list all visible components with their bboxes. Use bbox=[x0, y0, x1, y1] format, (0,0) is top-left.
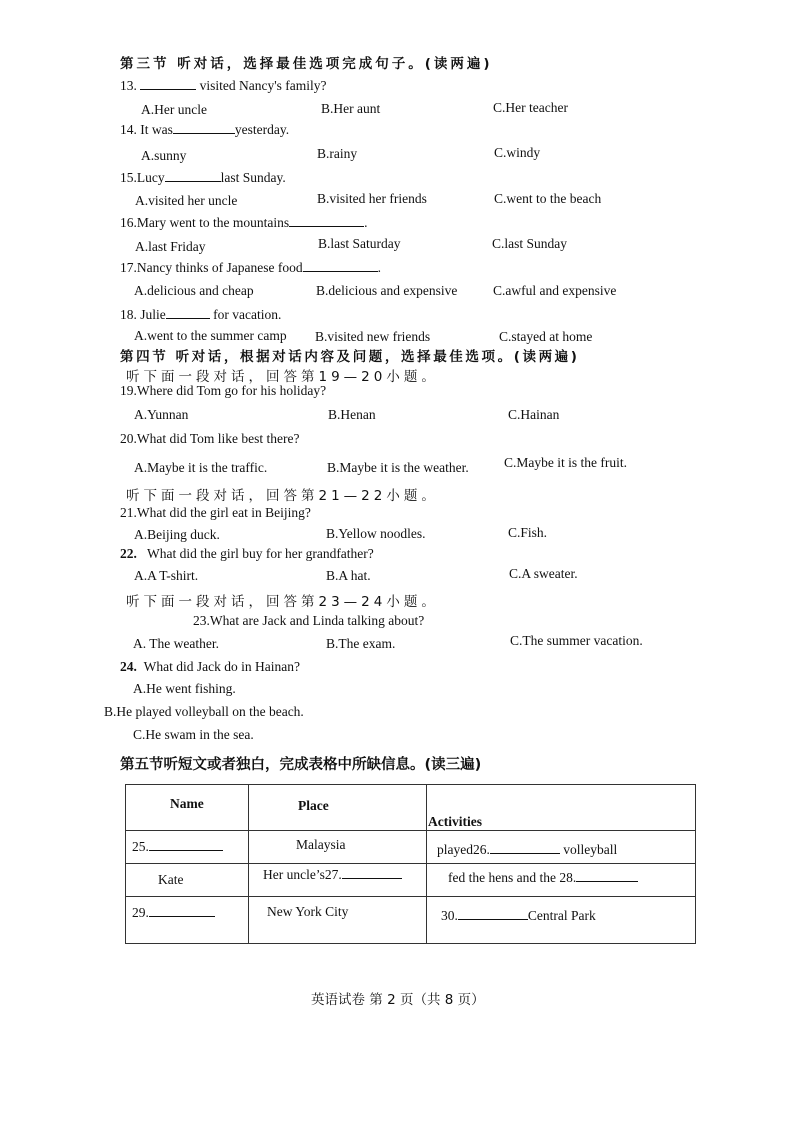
activity-cell: played26. volleyball bbox=[437, 842, 618, 857]
question-18: 18. Julie for vacation. bbox=[120, 307, 282, 322]
question-23: 23.What are Jack and Linda talking about? bbox=[193, 613, 425, 628]
answer-blank[interactable] bbox=[173, 122, 235, 134]
option-18-c: C.stayed at home bbox=[499, 329, 593, 344]
name-cell: 29. bbox=[132, 905, 215, 921]
option-20-a: A.Maybe it is the traffic. bbox=[134, 460, 268, 475]
option-17-b: B.delicious and expensive bbox=[316, 283, 458, 298]
group-intro: 听下面一段对话，回答第23—24小题。 bbox=[126, 594, 439, 610]
group-intro: 听下面一段对话，回答第19—20小题。 bbox=[126, 369, 439, 385]
option-24-c: C.He swam in the sea. bbox=[133, 727, 254, 742]
option-18-b: B.visited new friends bbox=[315, 329, 431, 344]
answer-blank[interactable] bbox=[490, 842, 560, 854]
option-21-a: A.Beijing duck. bbox=[134, 527, 220, 542]
answer-blank[interactable] bbox=[289, 215, 364, 227]
option-19-c: C.Hainan bbox=[508, 407, 560, 422]
place-cell: Malaysia bbox=[296, 837, 346, 852]
answer-blank[interactable] bbox=[149, 905, 215, 917]
option-13-a: A.Her uncle bbox=[141, 102, 207, 117]
answer-blank[interactable] bbox=[576, 870, 638, 882]
option-15-a: A.visited her uncle bbox=[135, 193, 238, 208]
answer-blank[interactable] bbox=[165, 170, 221, 182]
header-name: Name bbox=[170, 796, 204, 811]
option-23-a: A. The weather. bbox=[133, 636, 219, 651]
option-13-b: B.Her aunt bbox=[321, 101, 381, 116]
question-13: 13. visited Nancy's family? bbox=[120, 78, 327, 93]
activity-cell: fed the hens and the 28. bbox=[448, 870, 638, 886]
option-14-c: C.windy bbox=[494, 145, 541, 160]
question-17: 17.Nancy thinks of Japanese food . bbox=[120, 260, 381, 275]
option-18-a: A.went to the summer camp bbox=[134, 328, 287, 343]
page-footer: 英语试卷 第 2 页（共 8 页） bbox=[311, 992, 485, 1008]
table-row bbox=[126, 831, 696, 864]
option-22-c: C.A sweater. bbox=[509, 566, 578, 581]
section3-title: 第三节 听对话，选择最佳选项完成句子。(读两遍) bbox=[120, 56, 493, 72]
header-activities: Activities bbox=[428, 814, 482, 829]
question-24: 24. What did Jack do in Hainan? bbox=[120, 659, 300, 674]
option-15-c: C.went to the beach bbox=[494, 191, 602, 206]
answer-blank[interactable] bbox=[342, 867, 402, 879]
option-20-b: B.Maybe it is the weather. bbox=[327, 460, 469, 475]
question-20: 20.What did Tom like best there? bbox=[120, 431, 300, 446]
option-13-c: C.Her teacher bbox=[493, 100, 568, 115]
info-table bbox=[125, 784, 696, 944]
place-cell: New York City bbox=[267, 904, 349, 919]
option-23-b: B.The exam. bbox=[326, 636, 396, 651]
answer-blank[interactable] bbox=[140, 78, 196, 90]
question-16: 16.Mary went to the mountains . bbox=[120, 215, 368, 230]
option-22-b: B.A hat. bbox=[326, 568, 371, 583]
group-intro: 听下面一段对话，回答第21—22小题。 bbox=[126, 488, 439, 504]
option-20-c: C.Maybe it is the fruit. bbox=[504, 455, 627, 470]
name-cell: 25. bbox=[132, 839, 223, 855]
section4-title: 第四节 听对话，根据对话内容及问题，选择最佳选项。(读两遍) bbox=[120, 349, 580, 365]
section5-title: 第五节听短文或者独白，完成表格中所缺信息。(读三遍) bbox=[120, 757, 482, 773]
table-row bbox=[126, 864, 696, 897]
question-22: 22. What did the girl buy for her grandfather? bbox=[120, 546, 374, 561]
answer-blank[interactable] bbox=[303, 260, 378, 272]
option-14-a: A.sunny bbox=[141, 148, 187, 163]
option-17-a: A.delicious and cheap bbox=[134, 283, 254, 298]
activity-cell: 30. Central Park bbox=[441, 908, 596, 923]
question-15: 15.Lucy last Sunday. bbox=[120, 170, 286, 185]
name-cell: Kate bbox=[158, 872, 184, 887]
option-16-c: C.last Sunday bbox=[492, 236, 568, 251]
option-24-b: B.He played volleyball on the beach. bbox=[104, 704, 304, 719]
option-22-a: A.A T-shirt. bbox=[134, 568, 199, 583]
option-19-b: B.Henan bbox=[328, 407, 376, 422]
table-row bbox=[126, 897, 696, 944]
answer-blank[interactable] bbox=[149, 839, 223, 851]
answer-blank[interactable] bbox=[166, 307, 210, 319]
question-19: 19.Where did Tom go for his holiday? bbox=[120, 383, 327, 398]
table-header-row bbox=[126, 785, 696, 831]
option-17-c: C.awful and expensive bbox=[493, 283, 617, 298]
option-15-b: B.visited her friends bbox=[317, 191, 427, 206]
question-14: 14. It was yesterday. bbox=[120, 122, 290, 137]
question-21: 21.What did the girl eat in Beijing? bbox=[120, 505, 311, 520]
option-24-a: A.He went fishing. bbox=[133, 681, 236, 696]
option-16-a: A.last Friday bbox=[135, 239, 206, 254]
option-23-c: C.The summer vacation. bbox=[510, 633, 643, 648]
option-16-b: B.last Saturday bbox=[318, 236, 401, 251]
answer-blank[interactable] bbox=[458, 908, 528, 920]
option-21-c: C.Fish. bbox=[508, 525, 548, 540]
option-19-a: A.Yunnan bbox=[134, 407, 189, 422]
option-21-b: B.Yellow noodles. bbox=[326, 526, 426, 541]
header-place: Place bbox=[298, 798, 329, 813]
place-cell: Her uncle’s27. bbox=[263, 867, 402, 883]
option-14-b: B.rainy bbox=[317, 146, 358, 161]
